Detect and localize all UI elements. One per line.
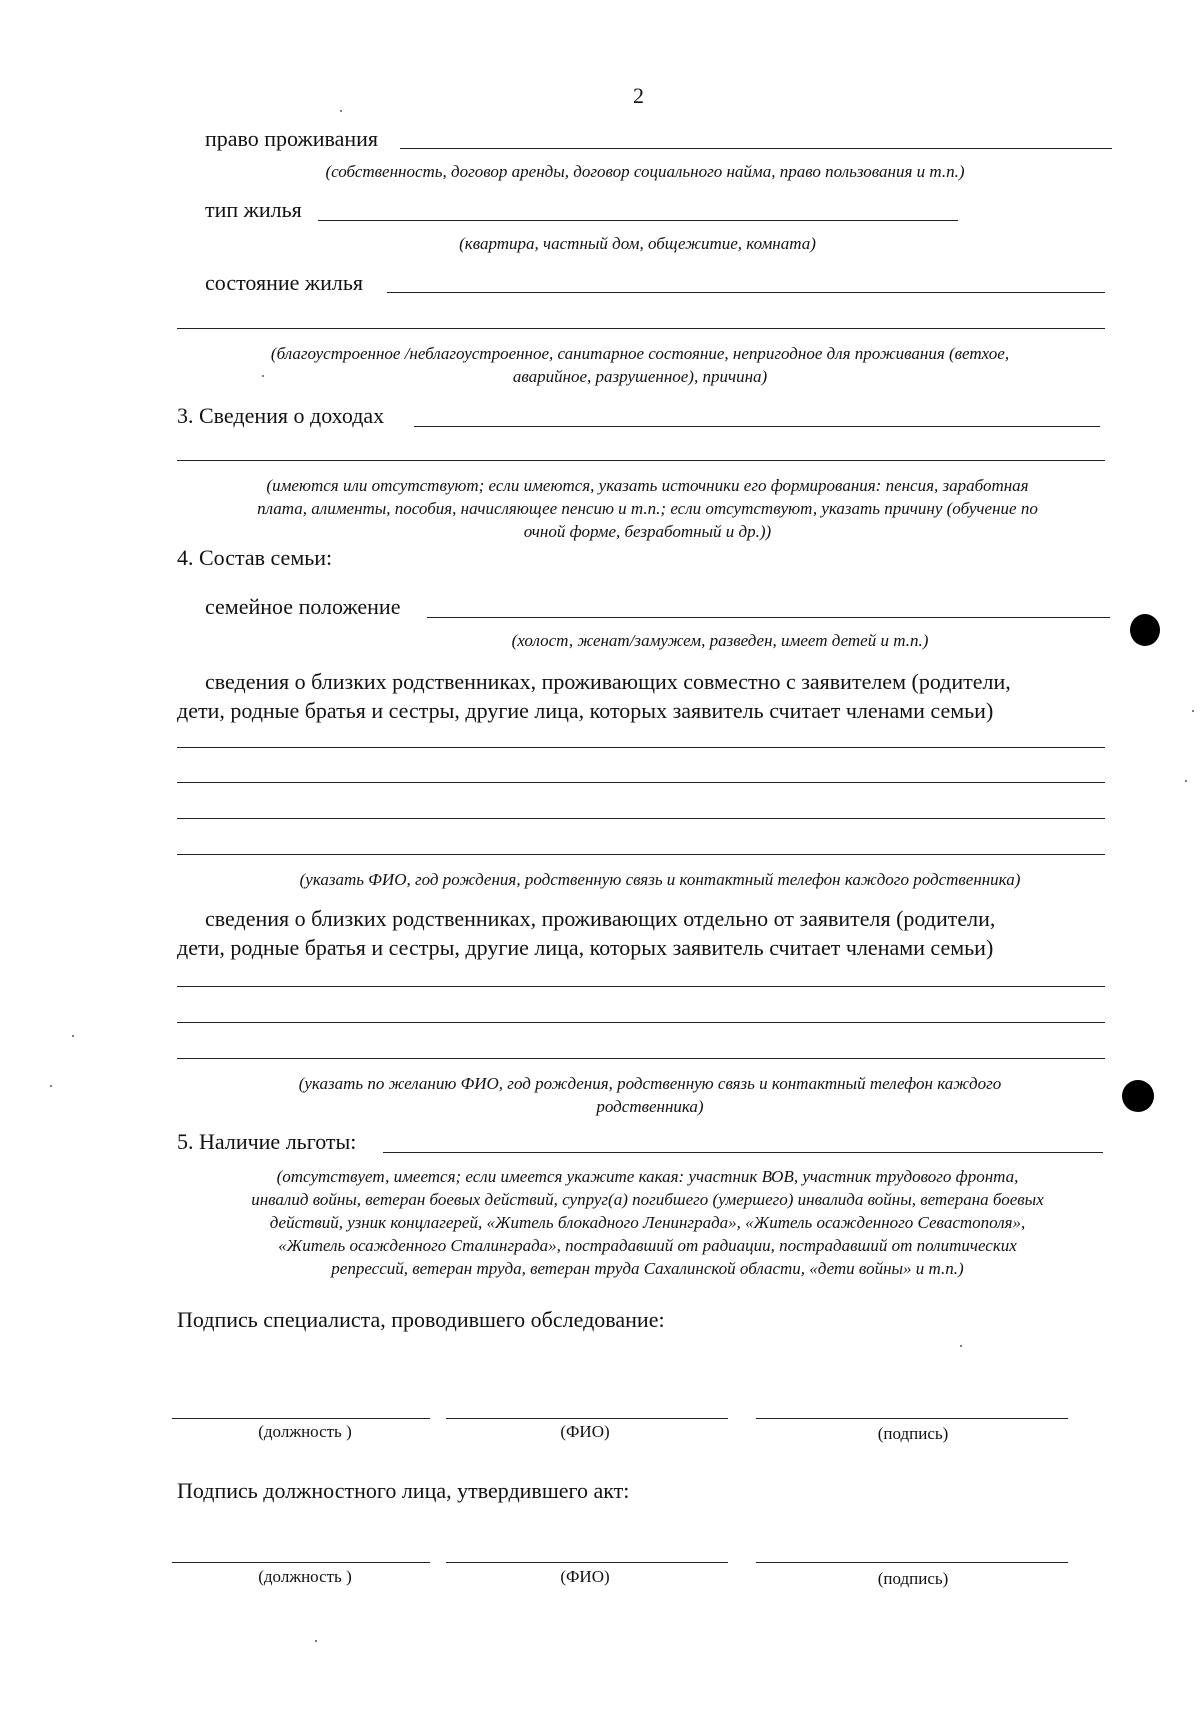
specialist-position-field[interactable] <box>172 1418 430 1419</box>
page-number: 2 <box>633 83 644 108</box>
family-heading: 4. Состав семьи: <box>177 545 333 570</box>
together-paragraph <box>177 667 1117 696</box>
housing-right-field[interactable] <box>400 148 1112 149</box>
income-field[interactable] <box>414 426 1100 427</box>
specialist-name-label: (ФИО) <box>560 1422 610 1441</box>
marital-field[interactable] <box>427 617 1110 618</box>
punch-hole-mark <box>1122 1080 1154 1112</box>
together-line-2: дети, родные братья и сестры, другие лица, которых заявитель считает членами семьи) <box>177 698 994 723</box>
housing-right-hint: (собственность, договор аренды, договор социального найма, право пользования и т.п.) <box>325 162 965 181</box>
apart-hint-2: родственника) <box>596 1097 704 1116</box>
housing-type-field[interactable] <box>318 220 958 221</box>
official-signature-field[interactable] <box>756 1562 1068 1563</box>
together-field-3[interactable] <box>177 818 1105 819</box>
housing-right-label: право проживания <box>205 126 379 151</box>
housing-condition-hint-1: (благоустроенное /неблагоустроенное, санитарное состояние, непригодное для проживания (ветхое, <box>270 344 1010 363</box>
apart-hint-1: (указать по желанию ФИО, год рождения, родственную связь и контактный телефон каждого <box>298 1074 1002 1093</box>
income-hint-2: плата, алименты, пособия, начисляющее пенсию и т.п.; если отсутствуют, указать причину (обучение по <box>257 499 1038 518</box>
together-field-1[interactable] <box>177 747 1105 748</box>
income-hint-1: (имеются или отсутствуют; если имеются, указать источники его формирования: пенсия, заработная <box>266 476 1029 495</box>
specialist-signature-heading: Подпись специалиста, проводившего обследование: <box>177 1307 665 1332</box>
housing-type-label: тип жилья <box>205 197 302 222</box>
apart-field-3[interactable] <box>177 1058 1105 1059</box>
official-name-label: (ФИО) <box>560 1567 610 1586</box>
official-position-field[interactable] <box>172 1562 430 1563</box>
together-line-1: сведения о близких родственниках, проживающих совместно с заявителем (родители, <box>205 669 1011 694</box>
official-signature-heading: Подпись должностного лица, утвердившего акт: <box>177 1478 630 1503</box>
benefits-field[interactable] <box>383 1152 1103 1153</box>
official-name-field[interactable] <box>446 1562 728 1563</box>
apart-paragraph <box>177 904 1117 933</box>
housing-condition-label: состояние жилья <box>205 270 364 295</box>
together-hint: (указать ФИО, год рождения, родственную связь и контактный телефон каждого родственника) <box>299 870 1021 889</box>
scan-speck <box>262 375 264 377</box>
scan-speck <box>50 1085 52 1087</box>
specialist-name-field[interactable] <box>446 1418 728 1419</box>
scan-speck <box>1192 710 1194 712</box>
together-field-2[interactable] <box>177 782 1105 783</box>
housing-condition-field-2[interactable] <box>177 328 1105 329</box>
specialist-signature-field[interactable] <box>756 1418 1068 1419</box>
benefits-hint-3: действий, узник концлагерей, «Житель блокадного Ленинграда», «Житель осажденного Севастополя», <box>269 1213 1026 1232</box>
benefits-hint-4: «Житель осажденного Сталинграда», пострадавший от радиации, пострадавший от политических <box>278 1236 1017 1255</box>
scan-speck <box>340 110 342 112</box>
scan-speck <box>960 1345 962 1347</box>
apart-line-2: дети, родные братья и сестры, другие лица, которых заявитель считает членами семьи) <box>177 935 994 960</box>
housing-type-hint: (квартира, частный дом, общежитие, комната) <box>459 234 816 253</box>
income-label: 3. Сведения о доходах <box>177 403 385 428</box>
housing-condition-field[interactable] <box>387 292 1105 293</box>
marital-label: семейное положение <box>205 594 401 619</box>
scan-speck <box>1185 780 1187 782</box>
income-hint-3: очной форме, безработный и др.)) <box>523 522 772 541</box>
benefits-hint-2: инвалид войны, ветеран боевых действий, супруг(а) погибшего (умершего) инвалида войны, ветерана боевых <box>251 1190 1044 1209</box>
housing-condition-hint-2: аварийное, разрушенное), причина) <box>512 367 768 386</box>
benefits-hint-5: репрессий, ветеран труда, ветеран труда Сахалинской области, «дети войны» и т.п.) <box>331 1259 964 1278</box>
official-position-label: (должность ) <box>258 1567 352 1586</box>
together-field-4[interactable] <box>177 854 1105 855</box>
official-signature-label: (подпись) <box>877 1569 949 1588</box>
scan-speck <box>315 1640 317 1642</box>
apart-field-1[interactable] <box>177 986 1105 987</box>
marital-hint: (холост, женат/замужем, разведен, имеет детей и т.п.) <box>511 631 929 650</box>
specialist-position-label: (должность ) <box>258 1422 352 1441</box>
specialist-signature-label: (подпись) <box>877 1424 949 1443</box>
scan-speck <box>72 1035 74 1037</box>
apart-line-1: сведения о близких родственниках, проживающих отдельно от заявителя (родители, <box>205 906 996 931</box>
benefits-label: 5. Наличие льготы: <box>177 1129 357 1154</box>
punch-hole-mark <box>1130 614 1160 646</box>
apart-field-2[interactable] <box>177 1022 1105 1023</box>
benefits-hint-1: (отсутствует, имеется; если имеется укажите какая: участник ВОВ, участник трудового фронта, <box>276 1167 1019 1186</box>
income-field-2[interactable] <box>177 460 1105 461</box>
